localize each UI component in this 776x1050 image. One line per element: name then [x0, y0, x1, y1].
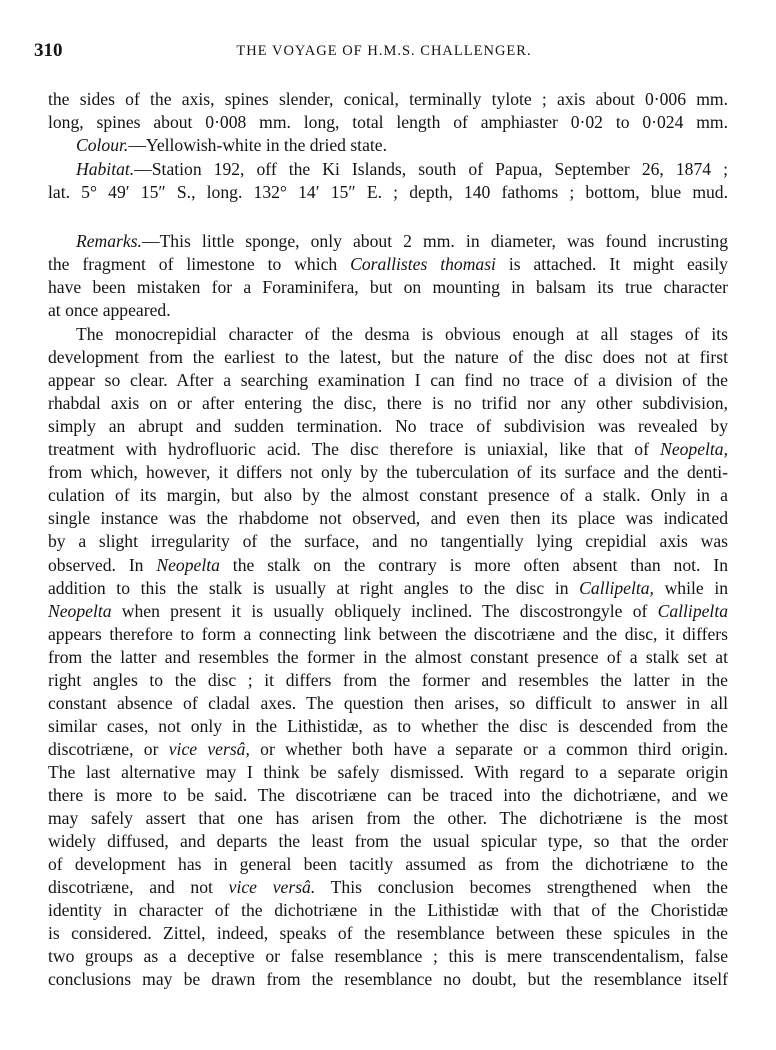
text-line: The monocrepidial character of the desma is obvious enough at all stages of its: [76, 324, 728, 344]
text-line: there is more to be said. The discotriæne can be traced into the dichotriæne, and we: [48, 785, 728, 805]
text-line: culation of its margin, but also by the almost constant presence of a stalk. Only in a: [48, 485, 728, 505]
text-line: have been mistaken for a Foraminifera, but on mounting in balsam its true character: [48, 277, 728, 297]
text-line: appear so clear. After a searching examination I can find no trace of a division of the: [48, 370, 728, 390]
text-line: right angles to the disc ; it differs from the former and resembles the latter in the: [48, 670, 728, 690]
text-line: widely diffused, and departs the least from the usual spicular type, so that the order: [48, 831, 728, 851]
text-line: discotriæne, or vice versâ, or whether both have a separate or a common third origin.: [48, 739, 728, 759]
text-line: two groups as a deceptive or false resemblance ; this is mere transcendentalism, false: [48, 946, 728, 966]
running-title: THE VOYAGE OF H.M.S. CHALLENGER.: [236, 43, 532, 59]
text-line: is considered. Zittel, indeed, speaks of the resemblance between these spicules in the: [48, 923, 728, 943]
text-line: Habitat.—Station 192, off the Ki Islands, south of Papua, September 26, 1874 ;: [76, 159, 728, 179]
text-line: conclusions may be drawn from the resemblance no doubt, but the resemblance itself: [48, 969, 728, 989]
text-line: from which, however, it differs not only by the tuberculation of its surface and the denti-: [48, 462, 728, 482]
text-line: from the latter and resembles the former in the almost constant presence of a stalk set at: [48, 647, 728, 667]
text-line: single instance was the rhabdome not observed, and even then its place was indicated: [48, 508, 728, 528]
text-line: rhabdal axis on or after entering the disc, there is no trifid nor any other subdivision,: [48, 393, 728, 413]
text-line: Neopelta when present it is usually obliquely inclined. The discostrongyle of Callipelta: [48, 601, 728, 621]
text-line: The last alternative may I think be safely dismissed. With regard to a separate origin: [48, 762, 728, 782]
text-line: appears therefore to form a connecting link between the discotriæne and the disc, it differs: [48, 624, 728, 644]
text-line: simply an abrupt and sudden termination. No trace of subdivision was revealed by: [48, 416, 728, 436]
text-line: Remarks.—This little sponge, only about 2 mm. in diameter, was found incrusting: [76, 231, 728, 251]
text-line: of development has in general been tacitly assumed as from the dichotriæne to the: [48, 854, 728, 874]
text-line: similar cases, not only in the Lithistidæ, as to whether the disc is descended from the: [48, 716, 728, 736]
text-line: at once appeared.: [48, 300, 171, 320]
text-line: discotriæne, and not vice versâ. This conclusion becomes strengthened when the: [48, 877, 728, 897]
running-header: [34, 40, 734, 64]
text-line: addition to this the stalk is usually at right angles to the disc in Callipelta, while in: [48, 578, 728, 598]
text-line: the sides of the axis, spines slender, conical, terminally tylote ; axis about 0·006 mm.: [48, 89, 728, 109]
text-line: lat. 5° 49′ 15″ S., long. 132° 14′ 15″ E. ; depth, 140 fathoms ; bottom, blue mud.: [48, 182, 728, 202]
text-line: Colour.—Yellowish-white in the dried state.: [76, 135, 387, 155]
text-line: the fragment of limestone to which Corallistes thomasi is attached. It might easily: [48, 254, 728, 274]
text-line: constant absence of cladal axes. The question then arises, so difficult to answer in all: [48, 693, 728, 713]
text-line: treatment with hydrofluoric acid. The disc therefore is uniaxial, like that of Neopelta,: [48, 439, 728, 459]
page-number: 310: [34, 40, 63, 61]
text-line: identity in character of the dichotriæne in the Lithistidæ with that of the Choristidæ: [48, 900, 728, 920]
text-line: observed. In Neopelta the stalk on the contrary is more often absent than not. In: [48, 555, 728, 575]
text-line: long, spines about 0·008 mm. long, total length of amphiaster 0·02 to 0·024 mm.: [48, 112, 728, 132]
text-line: development from the earliest to the latest, but the nature of the disc does not at first: [48, 347, 728, 367]
text-line: by a slight irregularity of the surface, and no tangentially lying crepidial axis was: [48, 531, 728, 551]
text-line: may safely assert that one has arisen from the other. The dichotriæne is the most: [48, 808, 728, 828]
